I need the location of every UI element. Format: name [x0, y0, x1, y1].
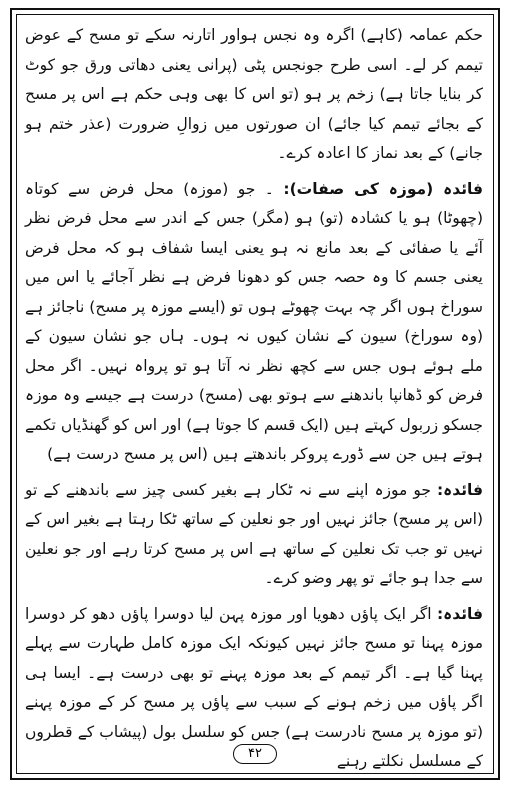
page-number: ۴۲: [233, 744, 277, 764]
page-inner-border: [16, 14, 494, 774]
paragraph-amama: [25, 21, 483, 169]
paragraph-heading: فائدہ (موزہ کی صفات):: [283, 179, 483, 198]
paragraph-text: اگر ایک پاؤں دھویا اور موزہ پہن لیا دوسرا پاؤں دھو کر دوسرا موزہ پہنا تو مسح جائز نہیں کیونکہ ایک موزہ کامل طہارت سے پہلے پہنا گیا ہے۔ اگر تیمم کے بعد موزہ پہنے تو بھی درست ہے۔ ایسا ہی اگر پاؤں میں زخم ہونے کے سبب سے پاؤں پر مسح کر کے موزہ پہنے (تو موزہ پر مسح نادرست ہے) جس کو سلسل بول (پیشاب کے قطروں کے مسلسل نکلتے رہنے: [25, 604, 483, 770]
paragraph-text: جو موزہ اپنے سے نہ ٹکار ہے بغیر کسی چیز سے باندھنے کے تو (اس پر مسح) جائز نہیں اور جو نعلین کے ساتھ ٹکا رہتا ہے بغیر اس کے نہیں تو جب تک نعلین کے ساتھ ہے اس پر مسح کرتا رہے اور جو نعلین سے جدا ہو جائے تو پھر وضو کرے۔: [25, 480, 483, 587]
paragraph-naalain: [25, 476, 483, 594]
paragraph-text: حکم عمامہ (کاہے) اگرہ وہ نجس ہواور اتارنہ سکے تو مسح کے عوض تیمم کر لے۔ اسی طرح جونجس پٹی (پرانی یعنی دھاتی ورق جو کوٹ کر بنایا جاتا ہے) زخم پر ہو (تو اس کا بھی وہی حکم ہے اس پر مسح کے بجائے تیمم کیا جائے) ان صورتوں میں زوالِ ضرورت (عذر ختم ہو جانے) کے بعد نماز کا اعادہ کرے۔: [25, 26, 483, 162]
paragraph-heading: فائدہ:: [436, 604, 483, 623]
page-footer: [17, 743, 493, 765]
paragraph-mauza-sifaat: [25, 175, 483, 470]
paragraph-heading: فائدہ:: [436, 480, 483, 499]
paragraph-text: ۔ جو (موزہ) محل فرض سے کوتاہ (چھوٹا) ہو یا کشادہ (تو) ہو (مگر) جس کے اندر سے محل فرض نظر آئے یا صفائی کے بعد مانع نہ ہو یعنی ایسا شفاف ہو کہ محل فرض یعنی جسم کا وہ حصہ جس کو دھونا فرض ہے نظر آجائے یا اس میں سوراخ ہوں اگر چہ بہت چھوٹے ہوں تو (ایسے موزہ پر مسح) ناجائز ہے (وہ سوراخ) سیون کے نشان کیوں نہ ہوں۔ ہاں جو نشان سیون کے ملے ہوئے ہوں جس سے کچھ نظر نہ آتا ہو تو پرواہ نہیں۔ اگر محل فرض کو ڈھانپا باندھنے سے ہوتو بھی (مسح) درست ہے جیسے وہ موزہ جسکو زربول کہتے ہیں (ایک قسم کا جوتا ہے) اور اس کو گھنڈیاں تکمے ہوتے ہیں جن سے ڈورے پروکر باندھتے ہیں (اس پر مسح درست ہے): [25, 179, 483, 463]
page-border: [10, 8, 500, 780]
